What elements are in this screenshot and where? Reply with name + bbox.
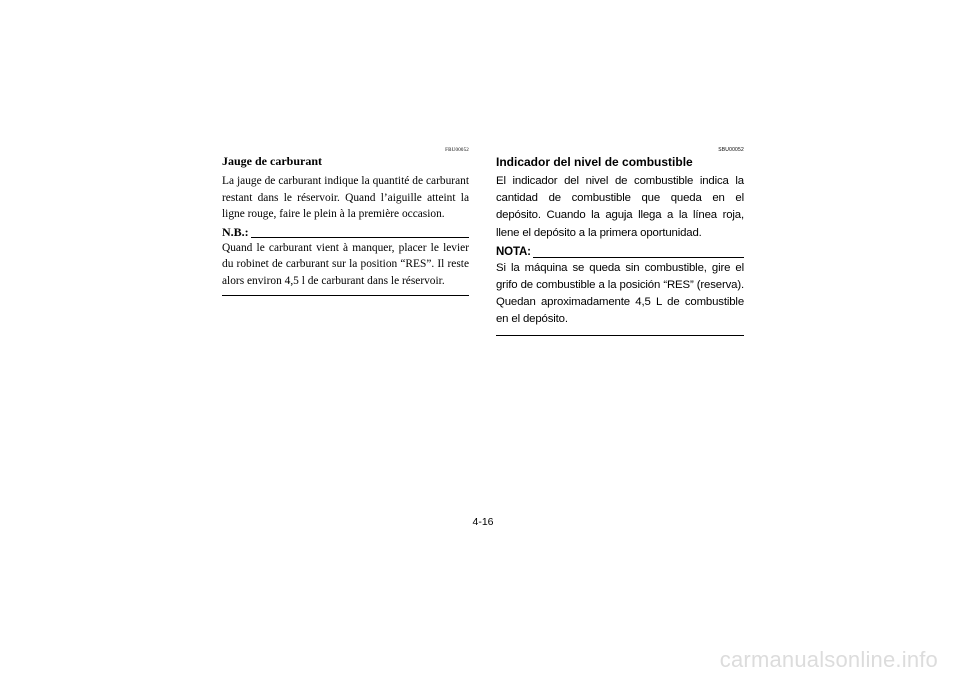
- watermark: carmanualsonline.info: [719, 647, 938, 672]
- page-number: 4-16: [472, 516, 494, 528]
- note-end-rule: [496, 335, 744, 336]
- section-body: [222, 173, 469, 296]
- note-header: [222, 225, 469, 240]
- note-label: NOTA:: [496, 245, 531, 258]
- section-code: SBU00052: [718, 147, 744, 153]
- note-text: Quand le carburant vient à manquer, placer le levier du robinet de carburant sur la position “RES”. Il reste alors environ 4,5 l de carburant dans le réservoir.: [222, 241, 469, 287]
- french-column: [222, 147, 469, 296]
- section-paragraph: El indicador del nivel de combustible indica la cantidad de combustible que queda en el depósito. Cuando la aguja llega a la línea roja, llene el depósito a la primera oportunidad.: [496, 175, 744, 239]
- note-header: [496, 244, 744, 260]
- note-rule: [251, 237, 469, 238]
- section-paragraph: La jauge de carburant indique la quantité de carburant restant dans le réservoir. Quand l’aiguille atteint la ligne rouge, faire le plein à la première occasion.: [222, 175, 469, 220]
- section-title: Indicador del nivel de combustible: [496, 155, 693, 169]
- note-label: N.B.:: [222, 224, 249, 239]
- section-body: [496, 173, 744, 336]
- note-end-rule: [222, 295, 469, 296]
- section-code: FBU00052: [445, 148, 469, 153]
- section-title: Jauge de carburant: [222, 154, 322, 168]
- spanish-column: [496, 147, 744, 336]
- note-rule: [533, 257, 744, 258]
- note-text: Si la máquina se queda sin combustible, gire el grifo de combustible a la posición “RES” (reserva). Quedan aproximadamente 4,5 L de combustible en el depósito.: [496, 261, 744, 326]
